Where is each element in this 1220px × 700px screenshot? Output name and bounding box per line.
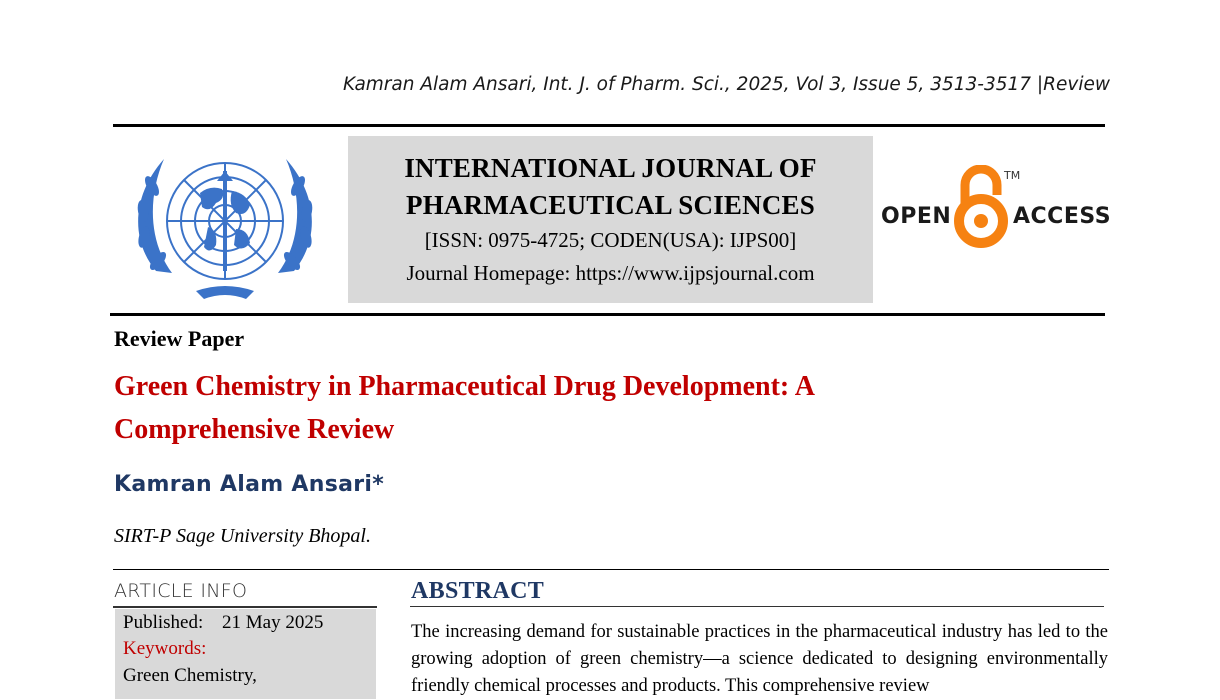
article-info-top-rule xyxy=(113,569,1109,570)
abstract-heading: ABSTRACT xyxy=(411,578,545,604)
author-affiliation: SIRT-P Sage University Bhopal. xyxy=(114,525,371,547)
keyword-item: Green Chemistry, xyxy=(123,665,257,686)
abstract-rule xyxy=(410,606,1104,607)
journal-name-line2: PHARMACEUTICAL SCIENCES xyxy=(406,190,815,220)
published-line xyxy=(123,612,323,634)
keywords-label: Keywords: xyxy=(123,638,207,659)
article-info-rule xyxy=(113,606,377,608)
running-header: Kamran Alam Ansari, Int. J. of Pharm. Sci., 2025, Vol 3, Issue 5, 3513-3517 |Review xyxy=(342,74,1110,95)
published-label: Published: xyxy=(123,612,204,633)
journal-homepage-link[interactable]: Journal Homepage: https://www.ijpsjournal.com xyxy=(406,261,815,285)
journal-name-line1: INTERNATIONAL JOURNAL OF xyxy=(404,153,817,183)
top-rule xyxy=(113,124,1105,127)
article-info-heading: ARTICLE INFO xyxy=(114,580,248,602)
journal-issn: [ISSN: 0975-4725; CODEN(USA): IJPS00] xyxy=(424,228,797,252)
open-access-open-label: OPEN xyxy=(881,204,952,229)
open-access-access-label: ACCESS xyxy=(1013,204,1112,229)
author-name[interactable]: Kamran Alam Ansari* xyxy=(114,472,385,497)
un-emblem-icon xyxy=(126,141,324,306)
journal-masthead xyxy=(348,136,873,303)
published-date: 21 May 2025 xyxy=(222,612,324,633)
paper-type: Review Paper xyxy=(114,326,245,351)
open-access-trademark: TM xyxy=(1004,169,1021,182)
article-title-line1: Green Chemistry in Pharmaceutical Drug Development: A xyxy=(114,371,815,402)
article-title-line2: Comprehensive Review xyxy=(114,414,395,445)
header-bottom-rule xyxy=(110,313,1105,316)
abstract-text: The increasing demand for sustainable practices in the pharmaceutical industry has led to the growing adoption of green chemistry—a science dedicated to designing environmentally friendly chemical processes and products. This comprehensive review xyxy=(411,622,1108,696)
article-title xyxy=(114,365,1014,451)
